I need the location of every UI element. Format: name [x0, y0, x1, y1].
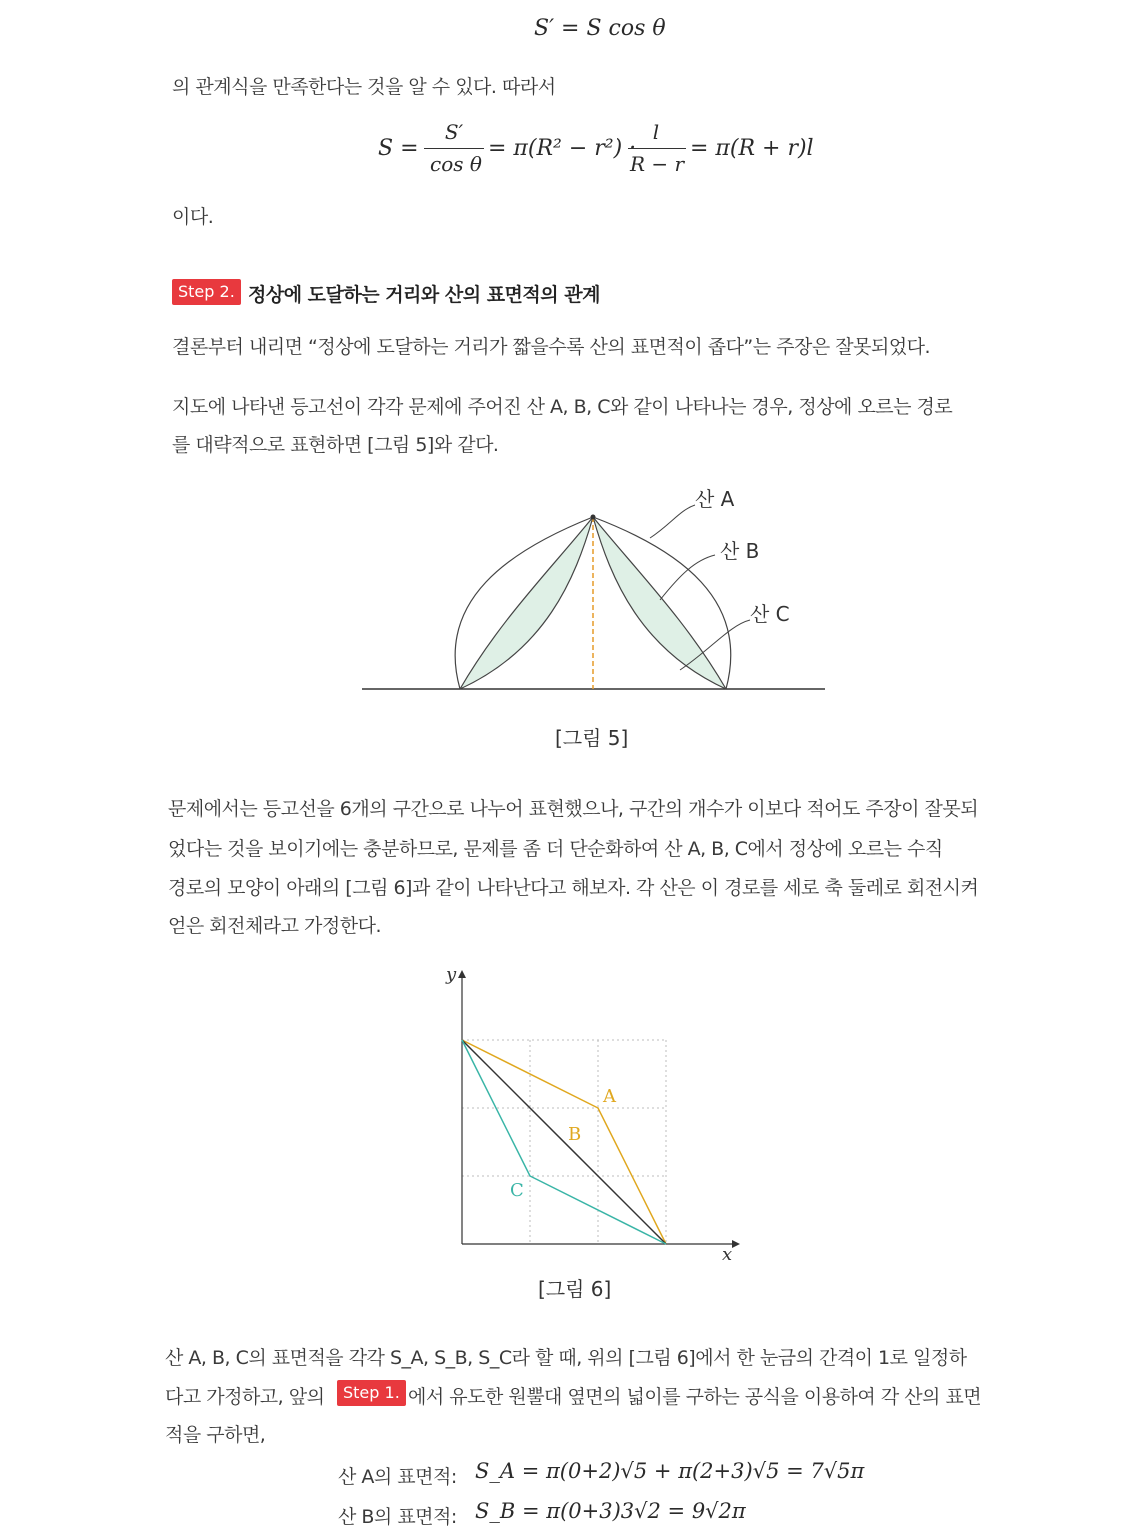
leader-b: [660, 555, 715, 600]
figure-6-caption: [그림 6]: [538, 1277, 612, 1301]
y-axis-arrow: [458, 970, 466, 978]
step2-badge: Step 2.: [172, 279, 241, 305]
figure-5-caption: [그림 5]: [555, 726, 629, 750]
label-mountain-b: 산 B: [720, 539, 760, 563]
figure-6-path-graph: [440, 962, 750, 1262]
surface-b-formula: S_B = π(0+3)3√2 = 9√2π: [475, 1499, 746, 1523]
eq-frac1-den: cos θ: [430, 152, 482, 176]
label-mountain-a: 산 A: [695, 487, 735, 511]
path-b: [462, 1040, 666, 1244]
eq-frac1-num: S′: [444, 120, 464, 144]
leader-a: [650, 505, 695, 538]
eq-frac2-num: l: [652, 120, 660, 144]
summit-point: [591, 515, 596, 520]
paragraph-claim: 결론부터 내리면 “정상에 도달하는 거리가 짧을수록 산의 표면적이 좁다”는 주장은 잘못되었다.: [172, 336, 931, 358]
eq-frac2-den: R − r: [629, 152, 685, 176]
label-path-b: B: [568, 1124, 582, 1145]
eq-rhs: = π(R + r)l: [690, 136, 814, 161]
label-path-a: A: [603, 1086, 616, 1107]
paragraph-simplify-line1: 문제에서는 등고선을 6개의 구간으로 나누어 표현했으나, 구간의 개수가 이보다 적어도 주장이 잘못되: [168, 798, 979, 820]
paragraph-surface-line2b: 에서 유도한 원뿔대 옆면의 넓이를 구하는 공식을 이용하여 각 산의 표면: [408, 1386, 982, 1408]
shaded-region-left: [460, 517, 593, 689]
paragraph-surface-line1: 산 A, B, C의 표면적을 각각 S_A, S_B, S_C라 할 때, 위의 [그림 6]에서 한 눈금의 간격이 1로 일정하: [165, 1347, 967, 1369]
label-path-c: C: [510, 1180, 524, 1201]
paragraph-conclusion-short: 이다.: [172, 206, 214, 228]
paragraph-relation: 의 관계식을 만족한다는 것을 알 수 있다. 따라서: [172, 76, 556, 98]
paragraph-simplify-line2: 었다는 것을 보이기에는 충분하므로, 문제를 좀 더 단순화하여 산 A, B, C에서 정상에 오르는 수직: [168, 838, 943, 860]
y-axis-label: y: [446, 964, 457, 985]
fraction-bar: [424, 148, 484, 149]
paragraph-simplify-line3: 경로의 모양이 아래의 [그림 6]과 같이 나타난다고 해보자. 각 산은 이 경로를 세로 축 둘레로 회전시켜: [168, 877, 979, 899]
step2-title: 정상에 도달하는 거리와 산의 표면적의 관계: [248, 284, 600, 306]
shaded-region-right: [593, 517, 726, 689]
step1-badge: Step 1.: [337, 1380, 406, 1406]
fraction-bar: [628, 148, 686, 149]
x-axis-label: x: [722, 1244, 733, 1262]
paragraph-surface-line3: 적을 구하면,: [165, 1424, 266, 1446]
eq-mid: = π(R² − r²) ·: [488, 136, 637, 161]
equation-cos-relation: S′ = S cos θ: [534, 16, 666, 41]
equation-surface-area: [378, 118, 838, 182]
paragraph-simplify-line4: 얻은 회전체라고 가정한다.: [168, 915, 382, 937]
paragraph-map-line1: 지도에 나타낸 등고선이 각각 문제에 주어진 산 A, B, C와 같이 나타나는 경우, 정상에 오르는 경로: [172, 396, 953, 418]
paragraph-map-line2: 를 대략적으로 표현하면 [그림 5]와 같다.: [172, 434, 499, 456]
surface-a-formula: S_A = π(0+2)√5 + π(2+3)√5 = 7√5π: [475, 1459, 865, 1483]
eq-lhs: S =: [378, 136, 419, 161]
x-axis-arrow: [732, 1240, 740, 1248]
surface-b-label: 산 B의 표면적:: [338, 1506, 457, 1528]
label-mountain-c: 산 C: [750, 602, 790, 626]
figure-5-mountain-paths: [350, 480, 840, 710]
paragraph-surface-line2a: 다고 가정하고, 앞의: [165, 1386, 325, 1408]
surface-a-label: 산 A의 표면적:: [338, 1466, 457, 1488]
